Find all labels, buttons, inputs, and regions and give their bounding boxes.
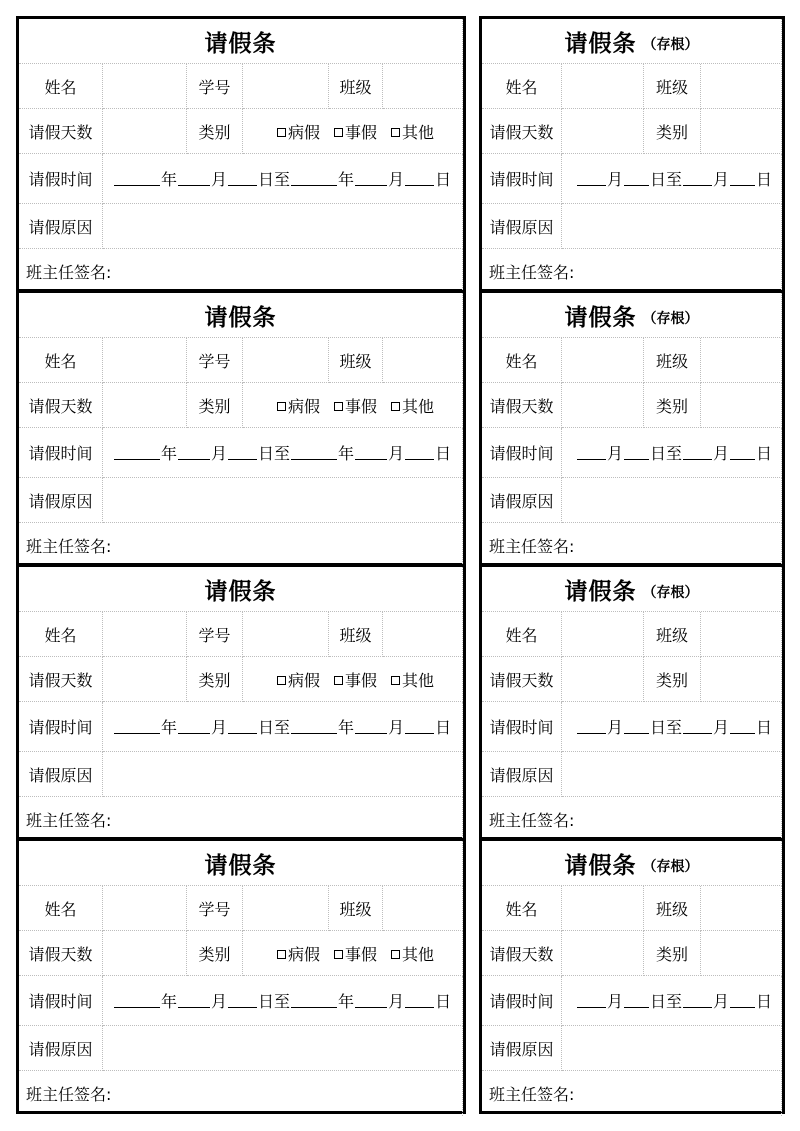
reason-field[interactable]: [103, 752, 463, 797]
name-field[interactable]: [562, 612, 644, 657]
other-leave-checkbox[interactable]: 其他: [391, 120, 434, 143]
start-day-blank[interactable]: [228, 171, 257, 186]
sick-leave-checkbox[interactable]: 病假: [277, 942, 320, 965]
type-label: 类别: [644, 383, 701, 428]
end-month-blank[interactable]: [683, 993, 712, 1008]
leave-form: [16, 290, 466, 566]
form-title: 请假条: [19, 567, 463, 612]
teacher-signature-field[interactable]: 班主任签名:: [482, 249, 782, 294]
end-day-blank[interactable]: [730, 719, 755, 734]
end-month-blank[interactable]: [355, 993, 387, 1008]
start-day-blank[interactable]: [228, 719, 257, 734]
end-day-blank[interactable]: [405, 993, 434, 1008]
stub-title: 请假条 （存根）: [482, 293, 782, 338]
start-day-blank[interactable]: [624, 445, 649, 460]
student-id-label: 学号: [187, 338, 243, 383]
class-label: 班级: [644, 338, 701, 383]
type-field[interactable]: [701, 109, 782, 154]
reason-label: 请假原因: [19, 752, 103, 797]
reason-field[interactable]: [562, 752, 782, 797]
name-label: 姓名: [482, 612, 562, 657]
end-year-blank[interactable]: [291, 719, 337, 734]
start-month-blank[interactable]: [577, 993, 606, 1008]
form-title: 请假条: [19, 293, 463, 338]
type-field[interactable]: [701, 383, 782, 428]
reason-label: 请假原因: [482, 204, 562, 249]
reason-field[interactable]: [103, 1026, 463, 1071]
name-field[interactable]: [103, 612, 187, 657]
class-field[interactable]: [701, 886, 782, 931]
student-id-field[interactable]: [243, 64, 329, 109]
name-field[interactable]: [103, 338, 187, 383]
leave-type-options: [243, 383, 463, 428]
name-label: 姓名: [19, 64, 103, 109]
name-field[interactable]: [103, 886, 187, 931]
start-month-blank[interactable]: [577, 445, 606, 460]
class-label: 班级: [644, 886, 701, 931]
reason-field[interactable]: [562, 478, 782, 523]
end-day-blank[interactable]: [730, 171, 755, 186]
leave-time-field[interactable]: 年 月 日至 年 月 日: [103, 154, 463, 204]
class-label: 班级: [329, 886, 383, 931]
personal-leave-checkbox[interactable]: 事假: [334, 394, 377, 417]
type-field[interactable]: [701, 657, 782, 702]
end-year-blank[interactable]: [291, 445, 337, 460]
type-label: 类别: [187, 383, 243, 428]
start-day-blank[interactable]: [624, 719, 649, 734]
class-label: 班级: [644, 612, 701, 657]
class-field[interactable]: [383, 64, 463, 109]
leave-form: [16, 838, 466, 1114]
type-label: 类别: [187, 109, 243, 154]
other-leave-checkbox[interactable]: 其他: [391, 942, 434, 965]
start-day-blank[interactable]: [228, 993, 257, 1008]
checkbox-icon: [277, 950, 286, 959]
leave-stub-form: [479, 838, 785, 1114]
checkbox-icon: [391, 128, 400, 137]
leave-time-field[interactable]: 年 月 日至 年 月 日: [103, 702, 463, 752]
checkbox-icon: [277, 402, 286, 411]
type-label: 类别: [644, 657, 701, 702]
start-month-blank[interactable]: [577, 171, 606, 186]
days-label: 请假天数: [482, 109, 562, 154]
time-label: 请假时间: [482, 976, 562, 1026]
start-year-blank[interactable]: [114, 445, 160, 460]
reason-field[interactable]: [103, 478, 463, 523]
student-id-field[interactable]: [243, 612, 329, 657]
reason-label: 请假原因: [482, 1026, 562, 1071]
start-month-blank[interactable]: [178, 719, 210, 734]
checkbox-icon: [334, 676, 343, 685]
name-field[interactable]: [562, 886, 644, 931]
student-id-field[interactable]: [243, 338, 329, 383]
days-field[interactable]: [103, 657, 187, 702]
start-year-blank[interactable]: [114, 719, 160, 734]
days-label: 请假天数: [19, 657, 103, 702]
other-leave-checkbox[interactable]: 其他: [391, 394, 434, 417]
teacher-signature-field[interactable]: 班主任签名:: [482, 797, 782, 842]
leave-time-field[interactable]: 月 日至 月 日: [562, 702, 782, 752]
end-year-blank[interactable]: [291, 171, 337, 186]
reason-field[interactable]: [562, 1026, 782, 1071]
form-title: 请假条: [19, 841, 463, 886]
end-month-blank[interactable]: [683, 719, 712, 734]
start-year-blank[interactable]: [114, 993, 160, 1008]
teacher-signature-field[interactable]: 班主任签名:: [19, 1071, 463, 1116]
days-field[interactable]: [562, 931, 644, 976]
name-field[interactable]: [562, 338, 644, 383]
type-field[interactable]: [701, 931, 782, 976]
end-month-blank[interactable]: [355, 719, 387, 734]
name-label: 姓名: [482, 338, 562, 383]
leave-type-options: [243, 931, 463, 976]
reason-label: 请假原因: [482, 478, 562, 523]
name-label: 姓名: [19, 338, 103, 383]
personal-leave-checkbox[interactable]: 事假: [334, 668, 377, 691]
days-field[interactable]: [103, 931, 187, 976]
stub-title: 请假条 （存根）: [482, 841, 782, 886]
name-label: 姓名: [19, 886, 103, 931]
leave-time-field[interactable]: 月 日至 月 日: [562, 154, 782, 204]
end-year-blank[interactable]: [291, 993, 337, 1008]
leave-type-options: [243, 109, 463, 154]
start-month-blank[interactable]: [178, 445, 210, 460]
name-label: 姓名: [19, 612, 103, 657]
end-month-blank[interactable]: [355, 445, 387, 460]
teacher-signature-field[interactable]: 班主任签名:: [19, 523, 463, 568]
days-label: 请假天数: [482, 383, 562, 428]
end-month-blank[interactable]: [683, 171, 712, 186]
days-field[interactable]: [103, 383, 187, 428]
class-label: 班级: [329, 612, 383, 657]
end-day-blank[interactable]: [730, 993, 755, 1008]
days-label: 请假天数: [19, 109, 103, 154]
start-month-blank[interactable]: [178, 171, 210, 186]
reason-field[interactable]: [103, 204, 463, 249]
days-label: 请假天数: [482, 931, 562, 976]
student-id-field[interactable]: [243, 886, 329, 931]
student-id-label: 学号: [187, 886, 243, 931]
days-field[interactable]: [103, 109, 187, 154]
type-label: 类别: [187, 931, 243, 976]
teacher-signature-field[interactable]: 班主任签名:: [19, 797, 463, 842]
stub-title: 请假条 （存根）: [482, 19, 782, 64]
checkbox-icon: [277, 128, 286, 137]
days-label: 请假天数: [482, 657, 562, 702]
class-field[interactable]: [383, 886, 463, 931]
end-day-blank[interactable]: [405, 445, 434, 460]
start-month-blank[interactable]: [577, 719, 606, 734]
checkbox-icon: [391, 950, 400, 959]
class-field[interactable]: [383, 338, 463, 383]
end-month-blank[interactable]: [355, 171, 387, 186]
start-day-blank[interactable]: [624, 993, 649, 1008]
days-label: 请假天数: [19, 383, 103, 428]
end-day-blank[interactable]: [405, 171, 434, 186]
teacher-signature-field[interactable]: 班主任签名:: [482, 523, 782, 568]
class-label: 班级: [329, 64, 383, 109]
sick-leave-checkbox[interactable]: 病假: [277, 668, 320, 691]
stub-title: 请假条 （存根）: [482, 567, 782, 612]
days-field[interactable]: [562, 657, 644, 702]
leave-time-field[interactable]: 月 日至 月 日: [562, 976, 782, 1026]
class-field[interactable]: [383, 612, 463, 657]
name-field[interactable]: [103, 64, 187, 109]
class-label: 班级: [329, 338, 383, 383]
reason-field[interactable]: [562, 204, 782, 249]
class-field[interactable]: [701, 612, 782, 657]
end-day-blank[interactable]: [730, 445, 755, 460]
end-month-blank[interactable]: [683, 445, 712, 460]
leave-time-field[interactable]: 年 月 日至 年 月 日: [103, 976, 463, 1026]
time-label: 请假时间: [19, 428, 103, 478]
sick-leave-checkbox[interactable]: 病假: [277, 120, 320, 143]
type-label: 类别: [644, 109, 701, 154]
teacher-signature-field[interactable]: 班主任签名:: [19, 249, 463, 294]
other-leave-checkbox[interactable]: 其他: [391, 668, 434, 691]
checkbox-icon: [391, 402, 400, 411]
type-label: 类别: [187, 657, 243, 702]
time-label: 请假时间: [482, 428, 562, 478]
leave-stub-form: [479, 290, 785, 566]
checkbox-icon: [334, 402, 343, 411]
days-field[interactable]: [562, 383, 644, 428]
reason-label: 请假原因: [19, 204, 103, 249]
class-field[interactable]: [701, 64, 782, 109]
name-label: 姓名: [482, 886, 562, 931]
leave-type-options: [243, 657, 463, 702]
time-label: 请假时间: [482, 154, 562, 204]
days-label: 请假天数: [19, 931, 103, 976]
time-label: 请假时间: [19, 702, 103, 752]
time-label: 请假时间: [19, 154, 103, 204]
time-label: 请假时间: [482, 702, 562, 752]
type-label: 类别: [644, 931, 701, 976]
reason-label: 请假原因: [19, 478, 103, 523]
leave-stub-form: [479, 16, 785, 292]
days-field[interactable]: [562, 109, 644, 154]
reason-label: 请假原因: [482, 752, 562, 797]
student-id-label: 学号: [187, 612, 243, 657]
class-label: 班级: [644, 64, 701, 109]
checkbox-icon: [391, 676, 400, 685]
reason-label: 请假原因: [19, 1026, 103, 1071]
time-label: 请假时间: [19, 976, 103, 1026]
start-month-blank[interactable]: [178, 993, 210, 1008]
personal-leave-checkbox[interactable]: 事假: [334, 942, 377, 965]
start-day-blank[interactable]: [228, 445, 257, 460]
leave-time-field[interactable]: 年 月 日至 年 月 日: [103, 428, 463, 478]
class-field[interactable]: [701, 338, 782, 383]
checkbox-icon: [277, 676, 286, 685]
checkbox-icon: [334, 128, 343, 137]
leave-time-field[interactable]: 月 日至 月 日: [562, 428, 782, 478]
personal-leave-checkbox[interactable]: 事假: [334, 120, 377, 143]
sick-leave-checkbox[interactable]: 病假: [277, 394, 320, 417]
checkbox-icon: [334, 950, 343, 959]
name-label: 姓名: [482, 64, 562, 109]
form-title: 请假条: [19, 19, 463, 64]
end-day-blank[interactable]: [405, 719, 434, 734]
student-id-label: 学号: [187, 64, 243, 109]
start-year-blank[interactable]: [114, 171, 160, 186]
leave-form: [16, 564, 466, 840]
leave-stub-form: [479, 564, 785, 840]
leave-form: [16, 16, 466, 292]
teacher-signature-field[interactable]: 班主任签名:: [482, 1071, 782, 1116]
name-field[interactable]: [562, 64, 644, 109]
start-day-blank[interactable]: [624, 171, 649, 186]
